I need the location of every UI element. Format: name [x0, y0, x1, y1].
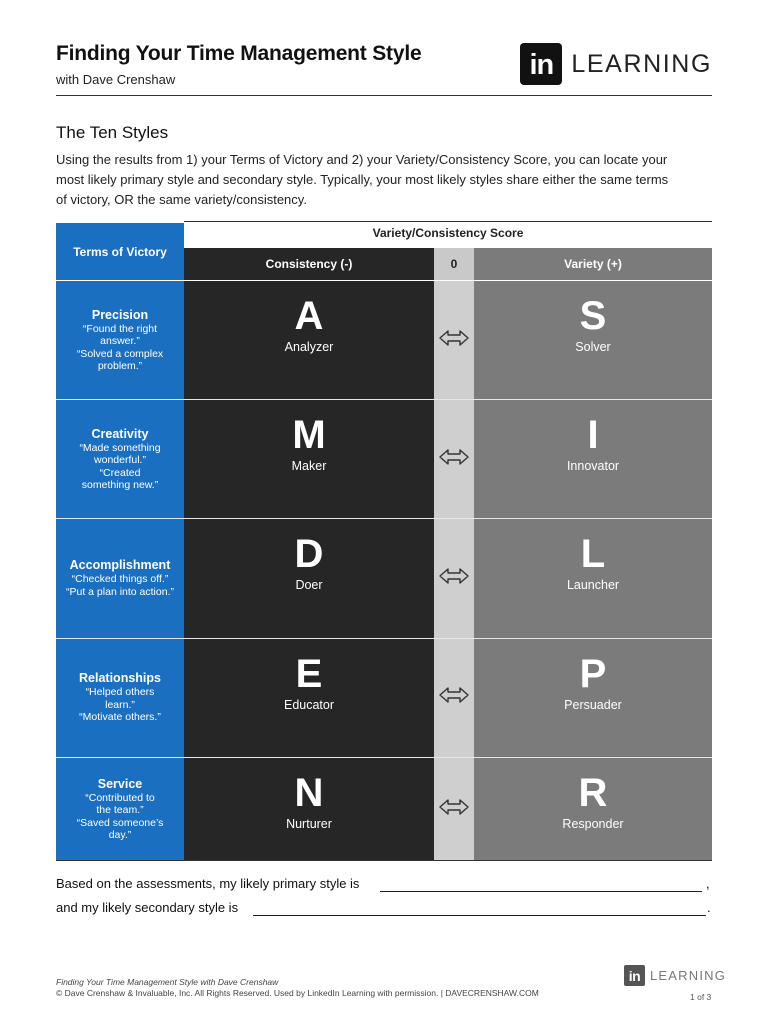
zero-column-cell: [434, 639, 474, 757]
zero-column-cell: [434, 758, 474, 861]
zero-column-cell: [434, 400, 474, 518]
terms-of-victory-quote: learn.”: [105, 698, 135, 711]
double-arrow-icon: [438, 685, 470, 710]
footer-text: [56, 977, 539, 999]
linkedin-logo-word: LEARNING: [571, 49, 712, 78]
terms-of-victory-quote: “Solved a complex: [76, 347, 164, 360]
consistency-style-label: Educator: [283, 697, 335, 712]
variety-style-letter: L: [580, 532, 606, 577]
consistency-style-cell: [184, 639, 434, 757]
terms-of-victory-cell: [56, 400, 184, 518]
consistency-style-letter: N: [294, 770, 324, 815]
secondary-style-prompt: and my likely secondary style is: [56, 900, 239, 915]
variety-style-letter: S: [579, 294, 607, 338]
terms-of-victory-name: Accomplishment: [69, 558, 171, 573]
variety-style-cell: [474, 758, 712, 861]
terms-of-victory-quote: “Put a plan into action.”: [66, 585, 174, 598]
variety-style-letter: P: [579, 651, 607, 696]
footer-logo-word: LEARNING: [650, 968, 727, 983]
styles-table: [56, 221, 712, 861]
terms-of-victory-quote: wonderful.”: [94, 454, 146, 467]
consistency-style-cell: [184, 281, 434, 399]
intro-line: most likely primary style and secondary style. Typically, your most likely styles share either the same terms: [56, 172, 669, 187]
footer-copyright: © Dave Crenshaw & Invaluable, Inc. All Rights Reserved. Used by LinkedIn Learning with permission. | DAVECRENSHAW.COM: [56, 988, 539, 998]
consistency-style-letter: M: [292, 413, 326, 458]
primary-style-end: ,: [706, 876, 710, 891]
variety-style-label: Persuader: [564, 697, 622, 712]
consistency-style-letter: E: [295, 651, 323, 696]
variety-style-cell: [474, 639, 712, 757]
variety-style-letter: R: [578, 770, 608, 815]
variety-style-label: Solver: [575, 340, 611, 354]
consistency-style-cell: [184, 400, 434, 518]
terms-of-victory-name: Service: [97, 776, 143, 791]
consistency-style-cell: [184, 519, 434, 637]
primary-style-prompt: Based on the assessments, my likely primary style is: [56, 876, 360, 891]
consistency-style-label: Maker: [291, 459, 327, 474]
double-arrow-icon: [438, 328, 470, 353]
row-divider: [56, 518, 712, 519]
variety-header: Variety (+): [474, 248, 712, 280]
terms-of-victory-quote: “Helped others: [85, 686, 155, 699]
terms-of-victory-name: Creativity: [91, 426, 149, 441]
terms-of-victory-quote: the team.”: [96, 804, 144, 817]
primary-style-blank[interactable]: [380, 891, 702, 892]
terms-of-victory-name: Precision: [91, 307, 149, 322]
terms-of-victory-cell: [56, 758, 184, 861]
terms-of-victory-cell: [56, 519, 184, 637]
consistency-style-letter: D: [294, 532, 324, 577]
double-arrow-icon: [438, 447, 470, 472]
zero-header: 0: [434, 248, 474, 280]
page-number: 1 of 3: [690, 992, 712, 1002]
terms-of-victory-quote: “Found the right: [82, 322, 158, 335]
double-arrow-icon: [438, 566, 470, 591]
terms-of-victory-quote: “Motivate others.”: [79, 711, 161, 724]
secondary-style-end: .: [707, 900, 711, 915]
terms-of-victory-quote: “Made something: [79, 441, 161, 454]
variety-consistency-header: Variety/Consistency Score: [372, 226, 524, 240]
intro-line: Using the results from 1) your Terms of Victory and 2) your Variety/Consistency Score, you can locate your: [56, 152, 668, 167]
table-bottom-rule: [56, 860, 712, 861]
terms-of-victory-quote: “Created: [99, 466, 141, 479]
document-title: Finding Your Time Management Style: [56, 42, 422, 65]
terms-of-victory-header: Terms of Victory: [56, 223, 184, 280]
variety-style-letter: I: [587, 413, 599, 458]
row-divider: [56, 757, 712, 758]
terms-of-victory-cell: [56, 281, 184, 399]
double-arrow-icon: [438, 797, 470, 822]
linkedin-learning-logo: [520, 43, 712, 85]
variety-style-cell: [474, 400, 712, 518]
intro-line: of victory, OR the same variety/consistency.: [56, 192, 307, 207]
terms-of-victory-cell: [56, 639, 184, 757]
consistency-header: Consistency (-): [184, 248, 434, 280]
intro-paragraph: [56, 150, 712, 210]
row-divider: [56, 399, 712, 400]
variety-style-cell: [474, 281, 712, 399]
variety-style-label: Responder: [562, 816, 624, 831]
zero-column-cell: [434, 281, 474, 399]
terms-of-victory-quote: something new.”: [81, 479, 159, 492]
consistency-style-label: Doer: [295, 578, 323, 593]
footer-logo-mark: in: [624, 965, 645, 986]
terms-of-victory-quote: problem.”: [97, 360, 143, 373]
zero-column-cell: [434, 519, 474, 637]
document-header: [56, 42, 712, 96]
consistency-style-letter: A: [294, 294, 324, 338]
terms-of-victory-quote: answer.”: [100, 335, 140, 348]
linkedin-logo-mark: in: [520, 43, 562, 85]
consistency-style-label: Nurturer: [286, 816, 332, 831]
terms-of-victory-quote: “Contributed to: [85, 791, 155, 804]
footer-linkedin-logo: [624, 965, 726, 986]
section-title: The Ten Styles: [56, 123, 169, 142]
document-subtitle: with Dave Crenshaw: [56, 72, 176, 87]
variety-style-label: Launcher: [566, 578, 620, 593]
table-top-rule: [184, 221, 712, 222]
footer-course: Finding Your Time Management Style with Dave Crenshaw: [56, 977, 279, 987]
row-divider: [56, 638, 712, 639]
terms-of-victory-quote: “Saved someone’s: [76, 816, 164, 829]
secondary-style-blank[interactable]: [253, 915, 706, 916]
terms-of-victory-quote: “Checked things off.”: [71, 573, 169, 586]
consistency-style-label: Analyzer: [284, 340, 334, 354]
consistency-style-cell: [184, 758, 434, 861]
variety-style-cell: [474, 519, 712, 637]
variety-style-label: Innovator: [566, 459, 620, 474]
terms-of-victory-name: Relationships: [79, 671, 161, 686]
terms-of-victory-quote: day.”: [108, 829, 132, 842]
